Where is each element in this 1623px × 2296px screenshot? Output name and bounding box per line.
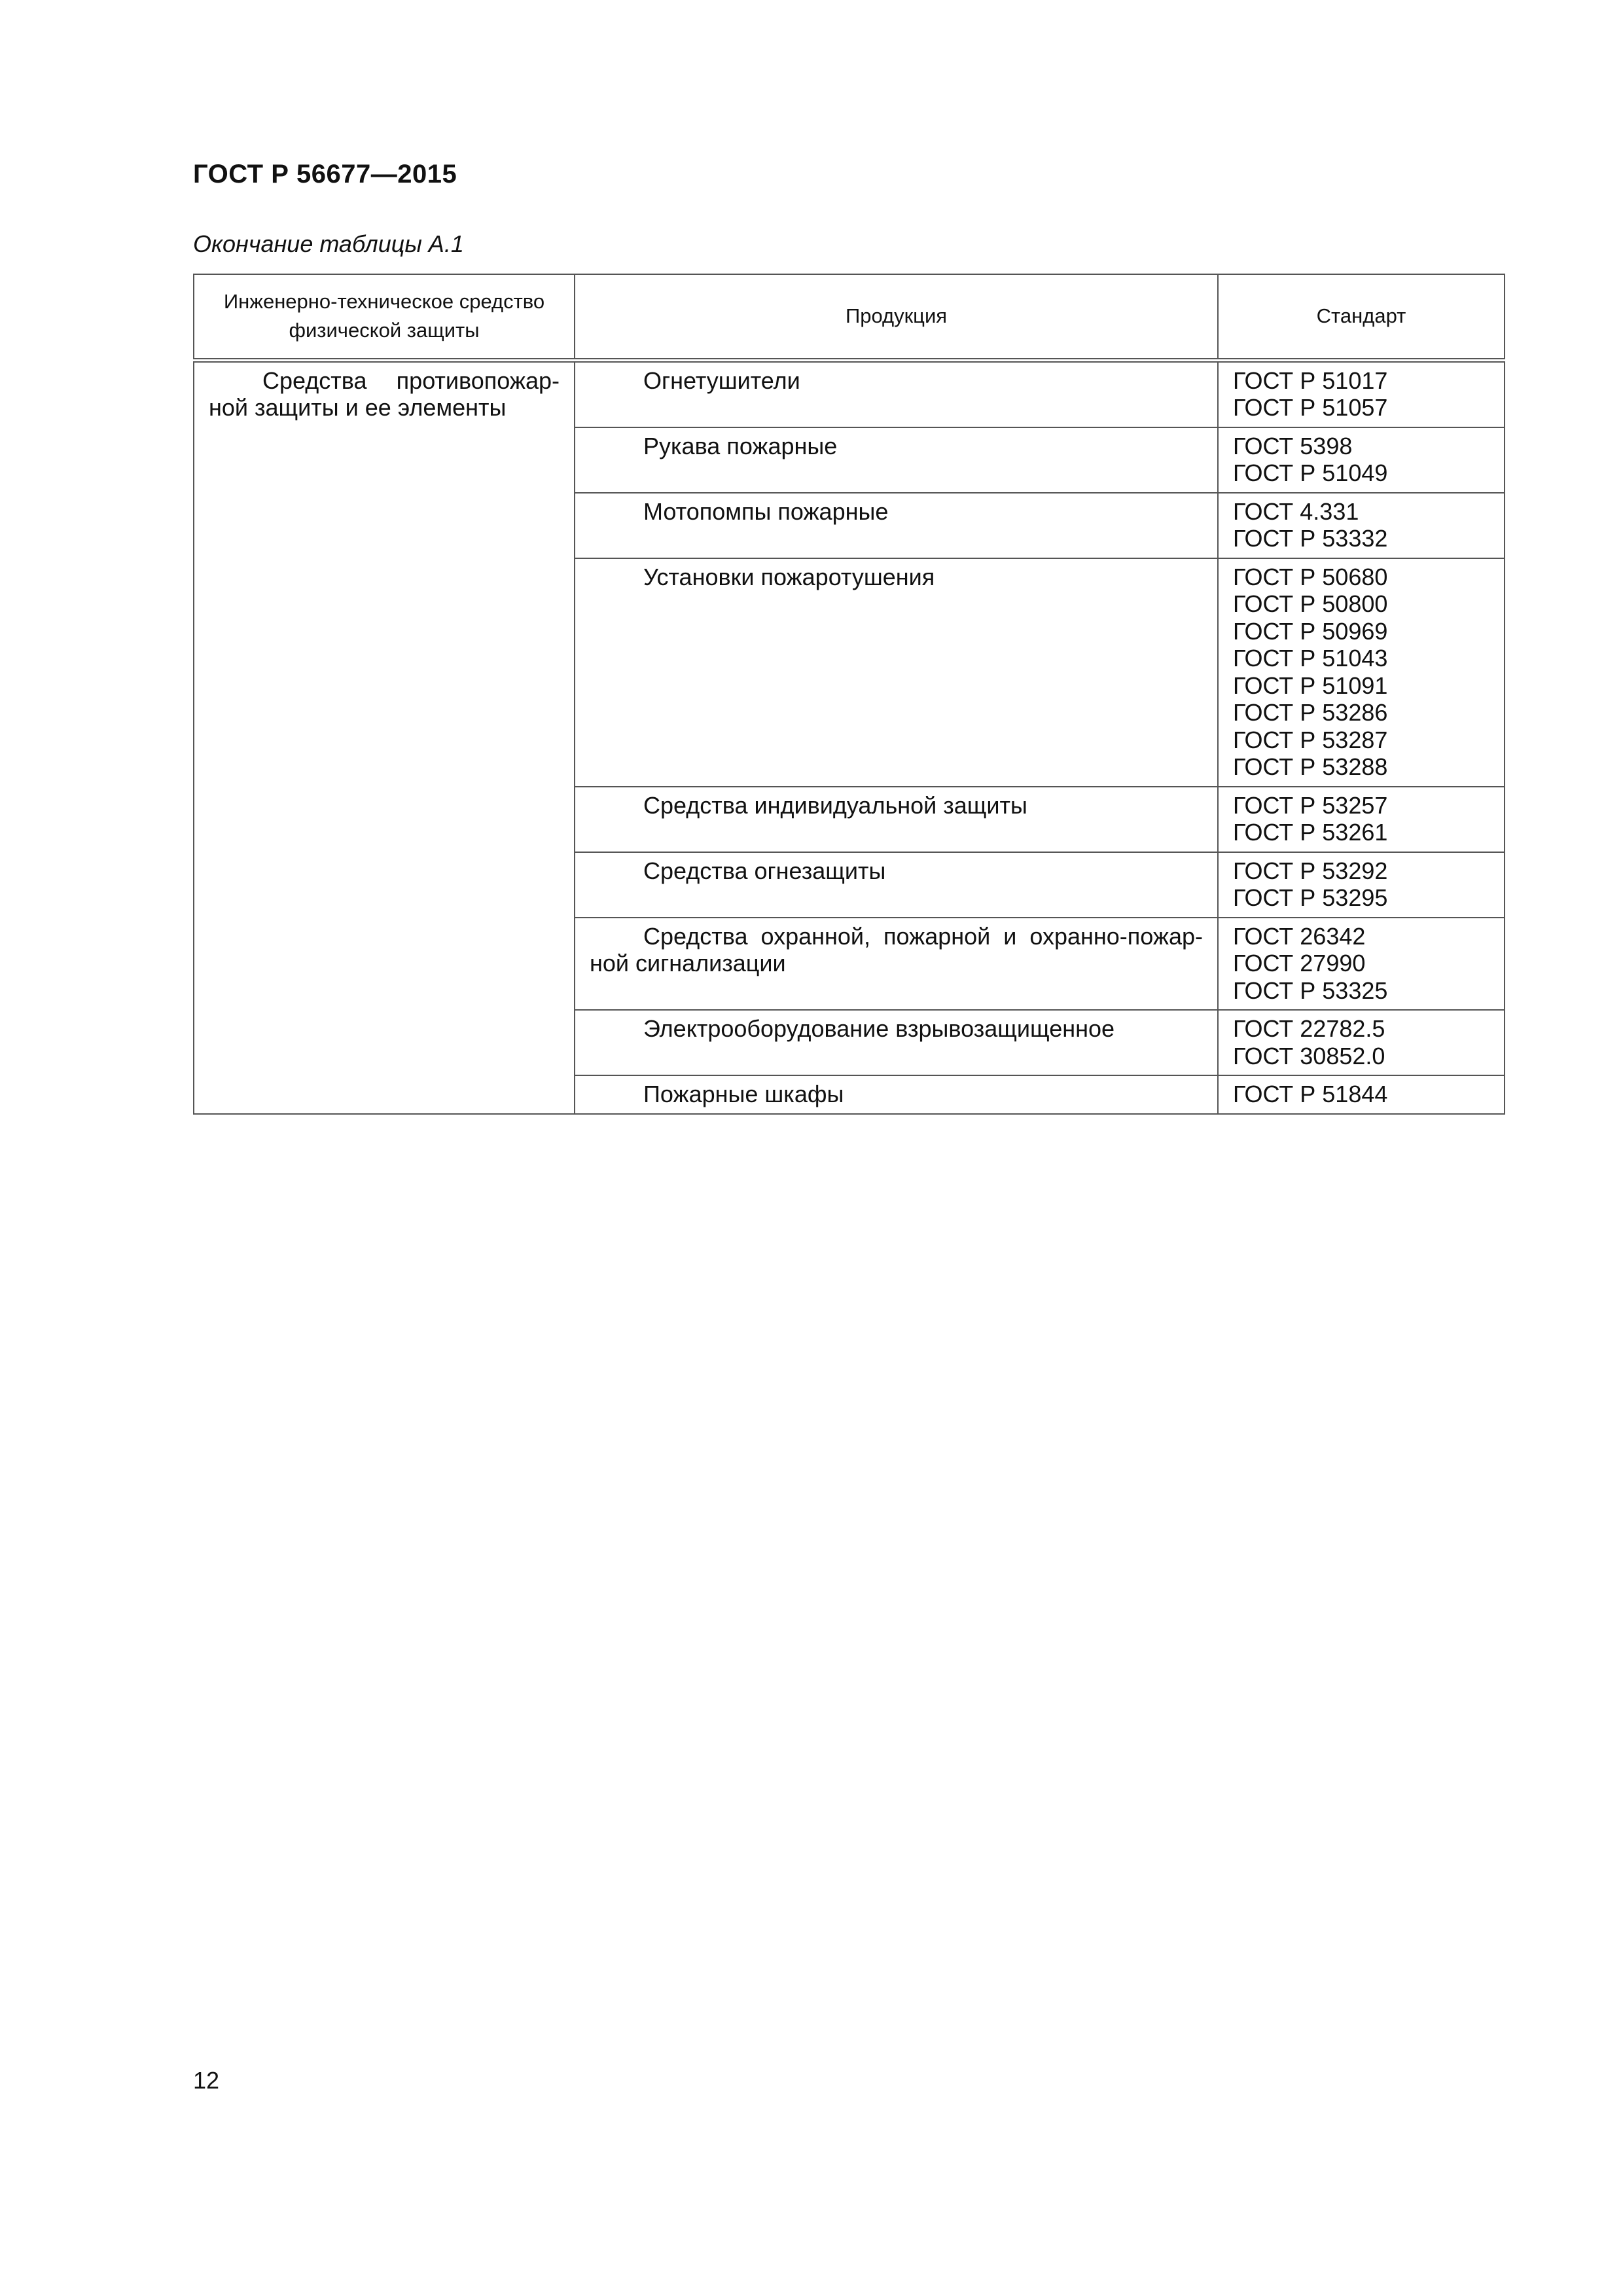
page-number: 12 bbox=[193, 2067, 220, 2094]
product-cell: Средства индивидуальной защиты bbox=[575, 787, 1218, 852]
standard-item: ГОСТ Р 51844 bbox=[1233, 1081, 1388, 1107]
standard-item: ГОСТ 26342 bbox=[1233, 922, 1366, 950]
standard-item: ГОСТ Р 51091 bbox=[1233, 672, 1388, 699]
standard-item: ГОСТ Р 51043 bbox=[1233, 645, 1388, 672]
standard-item: ГОСТ Р 51057 bbox=[1233, 394, 1388, 421]
standard-item: ГОСТ Р 53288 bbox=[1233, 753, 1388, 780]
standard-item: ГОСТ Р 53295 bbox=[1233, 884, 1388, 911]
standard-item: ГОСТ 4.331 bbox=[1233, 497, 1359, 525]
standard-cell bbox=[1218, 918, 1505, 1011]
standard-item: ГОСТ 27990 bbox=[1233, 950, 1366, 977]
header-products: Продукция bbox=[575, 274, 1218, 360]
header-means: Инженерно-техническое средство физической защиты bbox=[194, 274, 575, 360]
standard-item: ГОСТ Р 53257 bbox=[1233, 791, 1388, 819]
product-cell: Мотопомпы пожарные bbox=[575, 493, 1218, 558]
standard-item: ГОСТ Р 53325 bbox=[1233, 977, 1388, 1004]
table-body bbox=[194, 360, 1505, 1114]
product-cell: Рукава пожарные bbox=[575, 427, 1218, 493]
product-cell: Средства охранной, пожарной и охранно-пожарной сигнализации bbox=[575, 918, 1218, 1011]
product-cell: Электрооборудование взрывозащищенное bbox=[575, 1010, 1218, 1075]
document-code: ГОСТ Р 56677—2015 bbox=[193, 160, 457, 188]
standard-item: ГОСТ 22782.5 bbox=[1233, 1015, 1385, 1042]
standard-cell bbox=[1218, 852, 1505, 918]
standard-cell bbox=[1218, 558, 1505, 787]
standard-cell bbox=[1218, 1075, 1505, 1114]
standard-item: ГОСТ Р 53332 bbox=[1233, 525, 1388, 552]
standard-item: ГОСТ 30852.0 bbox=[1233, 1042, 1385, 1069]
standard-item: ГОСТ Р 53292 bbox=[1233, 857, 1388, 884]
product-cell: Огнетушители bbox=[575, 360, 1218, 427]
standard-item: ГОСТ Р 51049 bbox=[1233, 459, 1388, 486]
header-standard: Стандарт bbox=[1218, 274, 1505, 360]
standard-cell bbox=[1218, 427, 1505, 493]
standards-table bbox=[193, 274, 1505, 1115]
standard-item: ГОСТ Р 53261 bbox=[1233, 819, 1388, 846]
table-header bbox=[194, 274, 1505, 360]
group-cell: Средства противопожарной защиты и ее элементы bbox=[194, 360, 575, 1114]
standard-item: ГОСТ Р 53286 bbox=[1233, 699, 1388, 726]
standard-item: ГОСТ Р 50680 bbox=[1233, 563, 1388, 590]
standard-item: ГОСТ Р 50800 bbox=[1233, 590, 1388, 617]
standard-cell bbox=[1218, 1010, 1505, 1075]
table-row bbox=[194, 360, 1505, 427]
standard-cell bbox=[1218, 360, 1505, 427]
product-cell: Средства огнезащиты bbox=[575, 852, 1218, 918]
table-caption: Окончание таблицы А.1 bbox=[193, 230, 464, 257]
product-cell: Пожарные шкафы bbox=[575, 1075, 1218, 1114]
standard-item: ГОСТ Р 51017 bbox=[1233, 367, 1388, 394]
standard-item: ГОСТ 5398 bbox=[1233, 432, 1353, 459]
standard-cell bbox=[1218, 493, 1505, 558]
standard-cell bbox=[1218, 787, 1505, 852]
product-cell: Установки пожаротушения bbox=[575, 558, 1218, 787]
standard-item: ГОСТ Р 53287 bbox=[1233, 726, 1388, 753]
standard-item: ГОСТ Р 50969 bbox=[1233, 617, 1388, 645]
